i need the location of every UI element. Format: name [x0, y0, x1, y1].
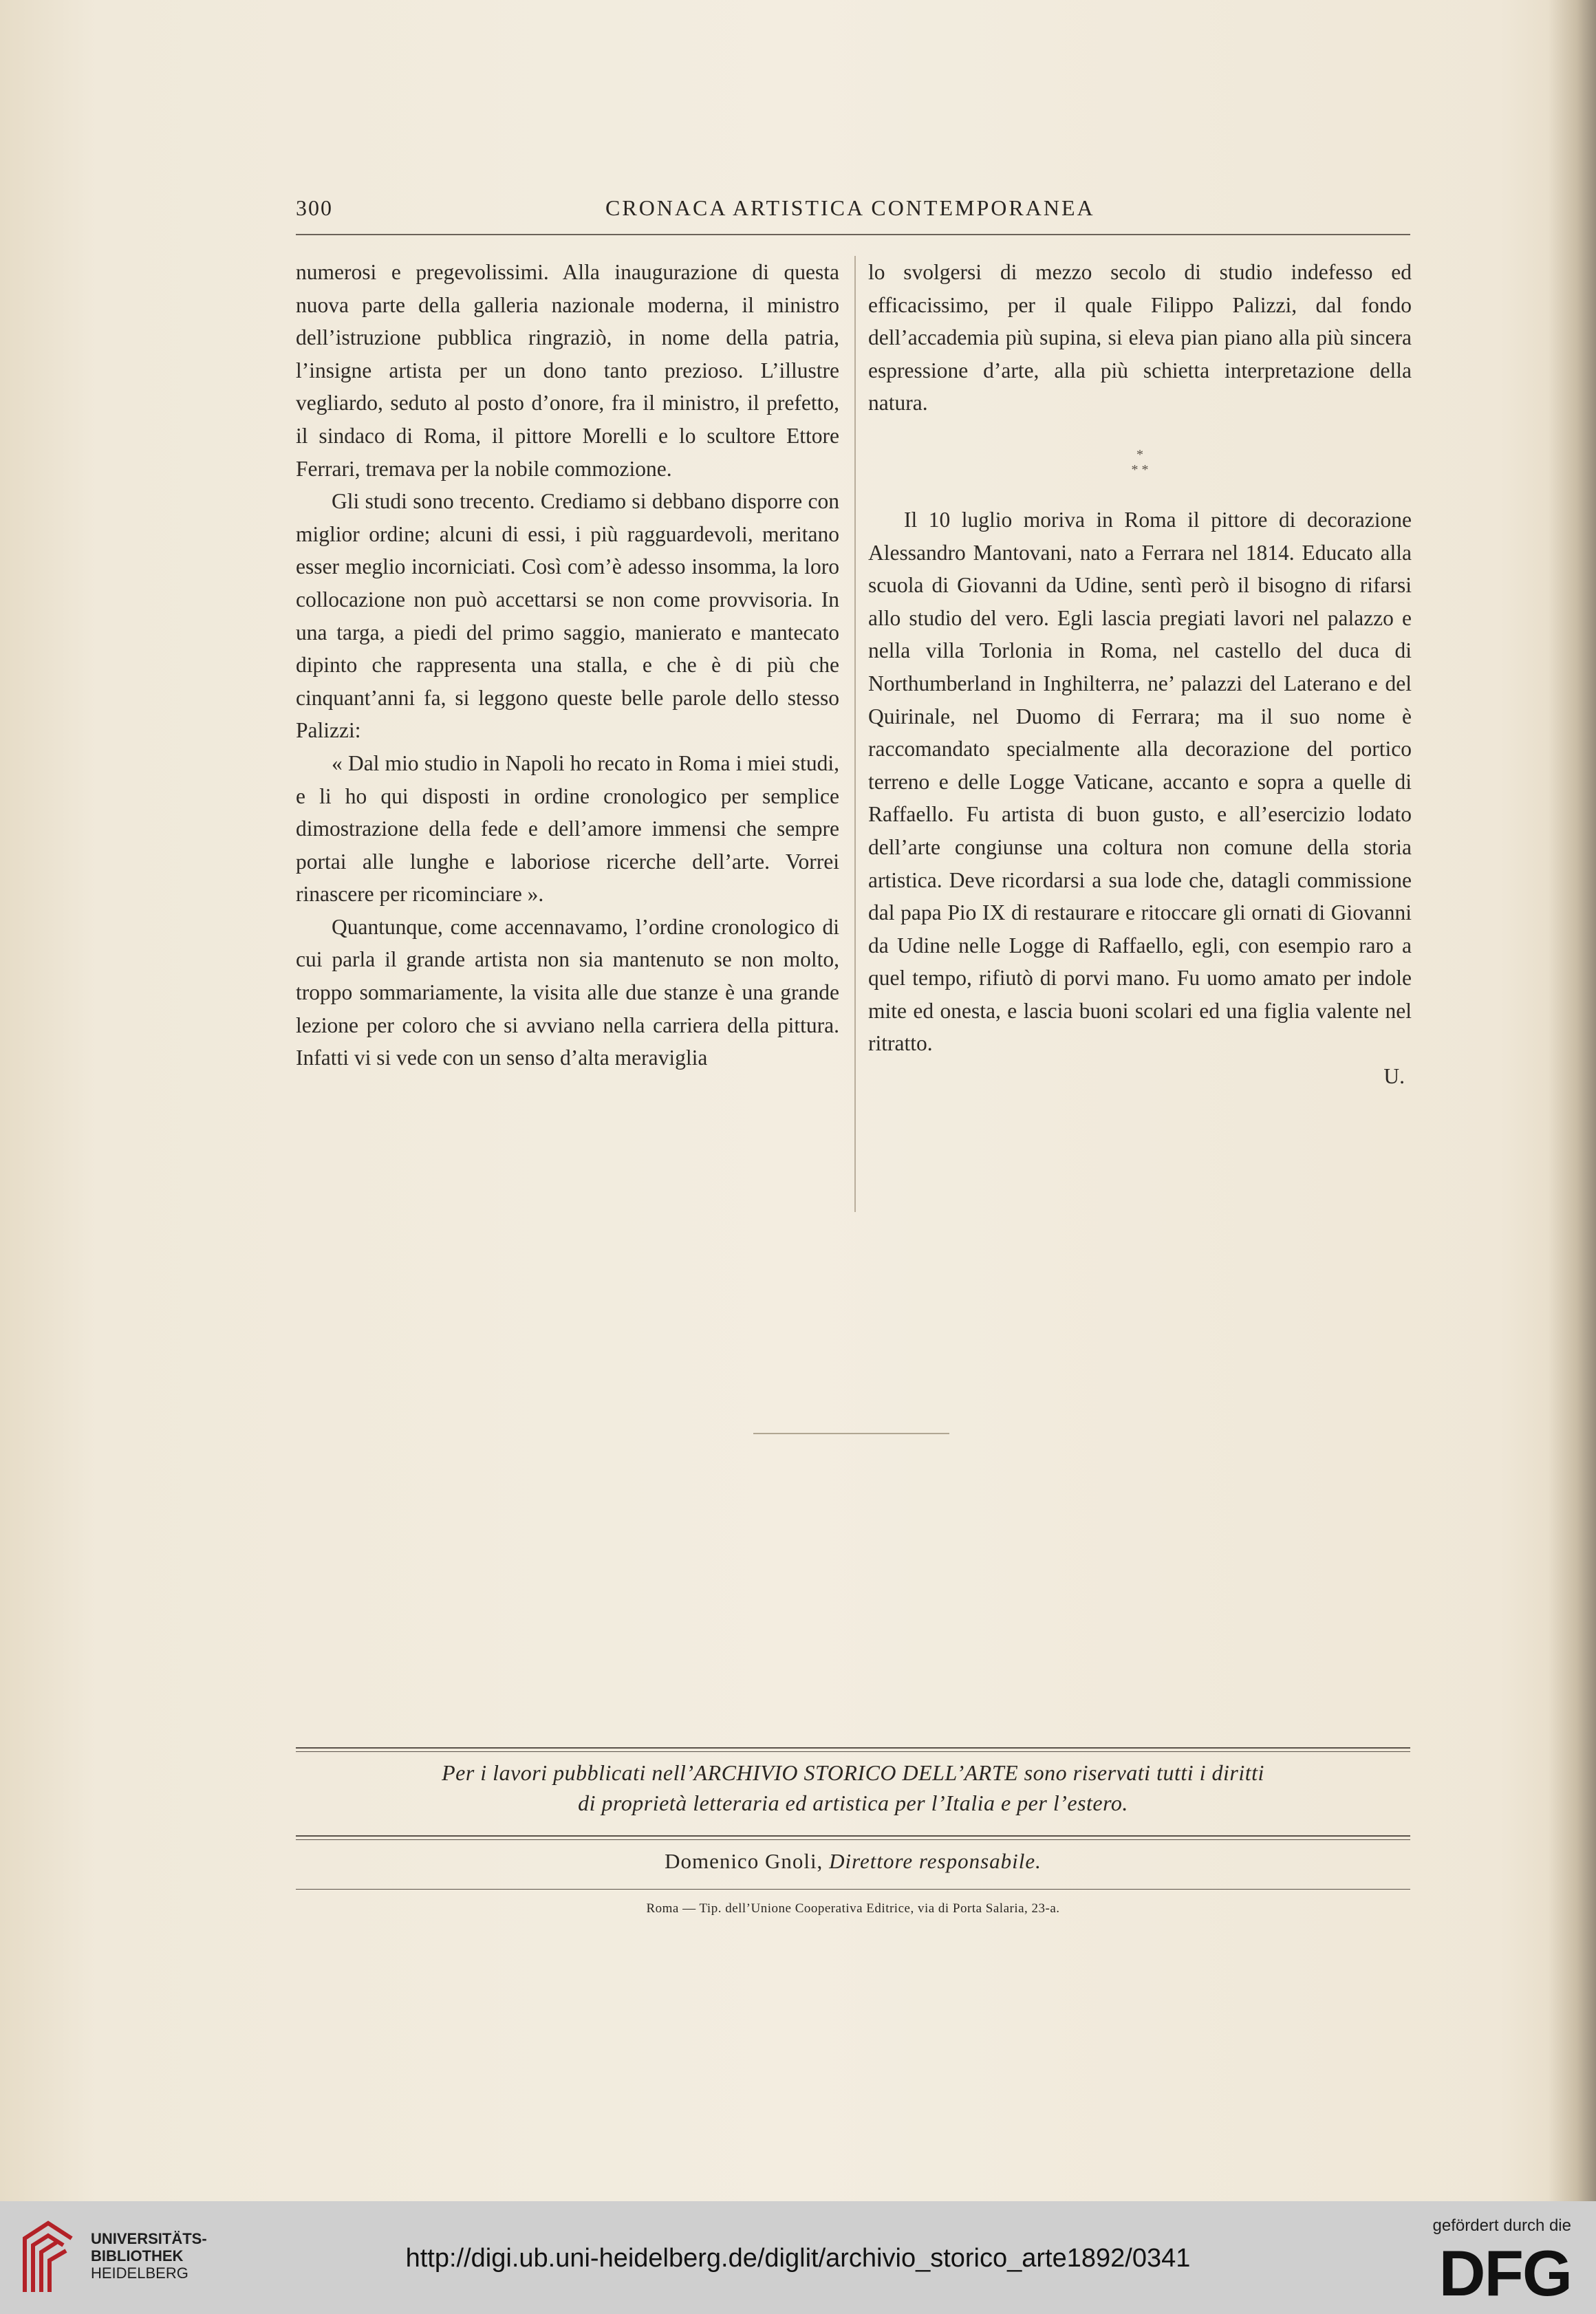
notice-rule-top-2 — [296, 1751, 1410, 1752]
header-rule — [296, 234, 1410, 235]
running-head — [296, 193, 1410, 227]
library-name-line-3: HEIDELBERG — [91, 2264, 188, 2282]
left-paragraph-4: Quantunque, come accennavamo, l’ordine cronologico di cui parla il grande artista non sia mantenuto se non molto, troppo sommariamente, la visita alle due stanze è una grande lezione per coloro che si avviano nella carriera della pittura. Infatti vi si vede con un senso d’alta meraviglia — [296, 914, 839, 1070]
notice-rule-bottom-2 — [296, 1839, 1410, 1840]
right-paragraph-1: lo svolgersi di mezzo secolo di studio indefesso ed efficacissimo, per il quale Filippo Palizzi, dal fondo dell’accademia più supina, si eleva pian piano alla più sincera espressione d’arte, alla più schietta interpretazione della natura. — [868, 260, 1412, 415]
author-signature: U. — [1383, 1064, 1405, 1089]
section-end-rule — [753, 1433, 949, 1434]
copyright-line-1: Per i lavori pubblicati nell’ARCHIVIO STORICO DELL’ARTE sono riservati tutti i diritti — [442, 1760, 1264, 1785]
left-paragraph-quote: « Dal mio studio in Napoli ho recato in Roma i miei studi, e li ho qui disposti in ordine cronologico per semplice dimostrazione della fede e dell’amore immensi che sempre portai alle lunghe e laboriose ricerche dell’arte. Vorrei rinascere per ricominciare ». — [296, 750, 839, 907]
director-name: Domenico Gnoli, — [665, 1849, 823, 1873]
dfg-logo: DFG — [1438, 2237, 1571, 2309]
left-paragraph-1: numerosi e pregevolissimi. Alla inaugurazione di questa nuova parte della galleria nazionale moderna, il ministro dell’istruzione pubblica ringraziò, in nome della patria, l’insigne artista per un dono tanto prezioso. L’illustre vegliardo, seduto al posto d’onore, fra il ministro, il prefetto, il sindaco di Roma, il pittore Morelli e lo scultore Ettore Ferrari, tremava per la nobile commozione. — [296, 260, 839, 481]
notice-rule-bottom-1 — [296, 1835, 1410, 1837]
page-number: 300 — [296, 195, 333, 220]
copyright-notice — [296, 1758, 1410, 1818]
running-title: CRONACA ARTISTICA CONTEMPORANEA — [605, 195, 1095, 220]
left-column — [296, 256, 839, 1074]
left-paragraph-2: Gli studi sono trecento. Crediamo si debbano disporre con miglior ordine; alcuni di essi, i più ragguardevoli, meritano esser meglio incorniciati. Così com’è adesso insomma, la loro collocazione non può accettarsi se non come provvisoria. In una targa, a piedi del primo saggio, manierato e mantecato dipinto che rappresenta una stalla, e che è di più che cinquant’anni fa, si leggono queste belle parole dello stesso Palizzi: — [296, 489, 839, 743]
printer-imprint: Roma — Tip. dell’Unione Cooperativa Editrice, via di Porta Salaria, 23-a. — [646, 1901, 1060, 1916]
library-name-line-1: UNIVERSITÄTS- — [91, 2230, 207, 2247]
notice-rule-top-1 — [296, 1747, 1410, 1749]
page-edge-shadow — [1548, 0, 1596, 2201]
asterism-bottom: * * — [1131, 462, 1149, 477]
asterism-top: * — [1136, 446, 1143, 462]
director-role: Direttore responsabile. — [829, 1849, 1042, 1873]
right-paragraph-obituary: Il 10 luglio moriva in Roma il pittore di decorazione Alessandro Mantovani, nato a Ferrara nel 1814. Educato alla scuola di Giovanni da Udine, sentì però il bisogno di rifarsi allo studio del vero. Egli lascia pregiati lavori nel palazzo e nella villa Torlonia in Roma, nel castello del duca di Northumberland in Inghilterra, ne’ palazzi del Laterano e del Quirinale, nel Duomo di Ferrara; ma il suo nome è raccomandato specialmente alla decorazione del portico terreno e delle Logge Vaticane, accanto e sopra a quelle di Raffaello. Fu artista di buon gusto, e all’esercizio lodato dell’arte congiunse una coltura non comune della storia artistica. Deve ricordarsi a sua lode che, datagli commissione dal papa Pio IX di restaurare e ritoccare gli ornati di Giovanni da Udine nelle Logge di Raffaello, egli, con esempio raro a quel tempo, rifiutò di porvi mano. Fu uomo amato per indole mite ed onesta, e lascia buoni scolari ed una figlia valente nel ritratto. — [868, 507, 1412, 1056]
right-column — [868, 256, 1412, 1093]
sponsor-caption: gefördert durch die — [1432, 2216, 1571, 2235]
digitization-footer — [0, 2201, 1596, 2314]
imprint-rule — [296, 1889, 1410, 1890]
permalink-url[interactable]: http://digi.ub.uni-heidelberg.de/diglit/archivio_storico_arte1892/0341 — [405, 2244, 1191, 2273]
director-line — [296, 1849, 1410, 1874]
library-name-line-2: BIBLIOTHEK — [91, 2247, 184, 2264]
section-separator-asterism — [868, 447, 1412, 477]
column-divider — [854, 256, 856, 1212]
copyright-line-2: di proprietà letteraria ed artistica per l’Italia e per l’estero. — [578, 1791, 1128, 1815]
